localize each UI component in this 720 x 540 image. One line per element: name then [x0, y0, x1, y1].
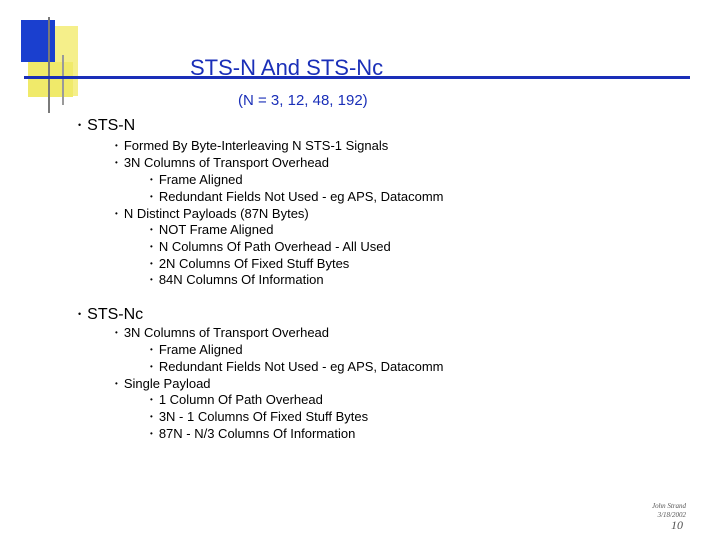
- list-item-text: 3N - 1 Columns Of Fixed Stuff Bytes: [158, 409, 369, 424]
- list-item: [150, 392, 323, 408]
- list-item-text: Redundant Fields Not Used - eg APS, Datacomm: [158, 189, 444, 204]
- list-item: [150, 222, 273, 238]
- bullet-icon: •: [150, 395, 153, 404]
- bullet-icon: •: [150, 412, 153, 421]
- slide-subtitle: (N = 3, 12, 48, 192): [238, 92, 368, 109]
- bullet-icon: •: [115, 158, 118, 167]
- list-item: [150, 172, 243, 188]
- list-item: [115, 155, 329, 171]
- page-number: 10: [671, 518, 683, 532]
- slide-title: STS-N And STS-Nc: [190, 55, 384, 80]
- list-item: [115, 376, 211, 392]
- list-item-text: Frame Aligned: [158, 172, 243, 187]
- section-heading-label: STS-N: [87, 117, 136, 134]
- list-item: [115, 325, 329, 341]
- list-item-text: Single Payload: [123, 376, 211, 391]
- list-item-text: N Columns Of Path Overhead - All Used: [158, 239, 391, 254]
- list-item-text: Redundant Fields Not Used - eg APS, Datacomm: [158, 359, 444, 374]
- bullet-icon: •: [115, 328, 118, 337]
- bullet-icon: •: [78, 120, 82, 130]
- bullet-icon: •: [150, 175, 153, 184]
- list-item-text: Frame Aligned: [158, 342, 243, 357]
- list-item-text: 2N Columns Of Fixed Stuff Bytes: [158, 256, 350, 271]
- list-item-text: 87N - N/3 Columns Of Information: [158, 426, 356, 441]
- bullet-icon: •: [150, 259, 153, 268]
- decorative-yellow-square-lower: [28, 62, 73, 97]
- bullet-icon: •: [150, 225, 153, 234]
- bullet-icon: •: [150, 275, 153, 284]
- bullet-icon: •: [115, 141, 118, 150]
- bullet-icon: •: [150, 192, 153, 201]
- list-item-text: N Distinct Payloads (87N Bytes): [123, 206, 309, 221]
- section-heading-label: STS-Nc: [87, 306, 144, 323]
- bullet-icon: •: [150, 429, 153, 438]
- bullet-icon: •: [150, 362, 153, 371]
- decorative-vertical-line-secondary: [62, 55, 64, 105]
- footer-date: 3/18/2002: [657, 511, 686, 519]
- list-item: [150, 359, 444, 375]
- list-item-text: 3N Columns of Transport Overhead: [123, 155, 330, 170]
- bullet-icon: •: [150, 242, 153, 251]
- list-item-text: Formed By Byte-Interleaving N STS-1 Signals: [123, 138, 389, 153]
- list-item: [150, 342, 243, 358]
- list-item: [150, 272, 324, 288]
- list-item: [150, 239, 391, 255]
- section-heading-sts-nc: [78, 306, 143, 324]
- list-item: [150, 256, 349, 272]
- bullet-icon: •: [78, 309, 82, 319]
- list-item: [150, 189, 444, 205]
- list-item-text: 3N Columns of Transport Overhead: [123, 325, 330, 340]
- footer-author: John Strand: [651, 502, 686, 510]
- list-item-text: NOT Frame Aligned: [158, 222, 274, 237]
- bullet-icon: •: [115, 379, 118, 388]
- list-item-text: 1 Column Of Path Overhead: [158, 392, 323, 407]
- list-item: [115, 138, 388, 154]
- decorative-vertical-line: [48, 17, 50, 113]
- bullet-icon: •: [150, 345, 153, 354]
- section-heading-sts-n: [78, 117, 135, 135]
- bullet-icon: •: [115, 209, 118, 218]
- list-item: [115, 206, 309, 222]
- list-item-text: 84N Columns Of Information: [158, 272, 324, 287]
- list-item: [150, 409, 368, 425]
- list-item: [150, 426, 355, 442]
